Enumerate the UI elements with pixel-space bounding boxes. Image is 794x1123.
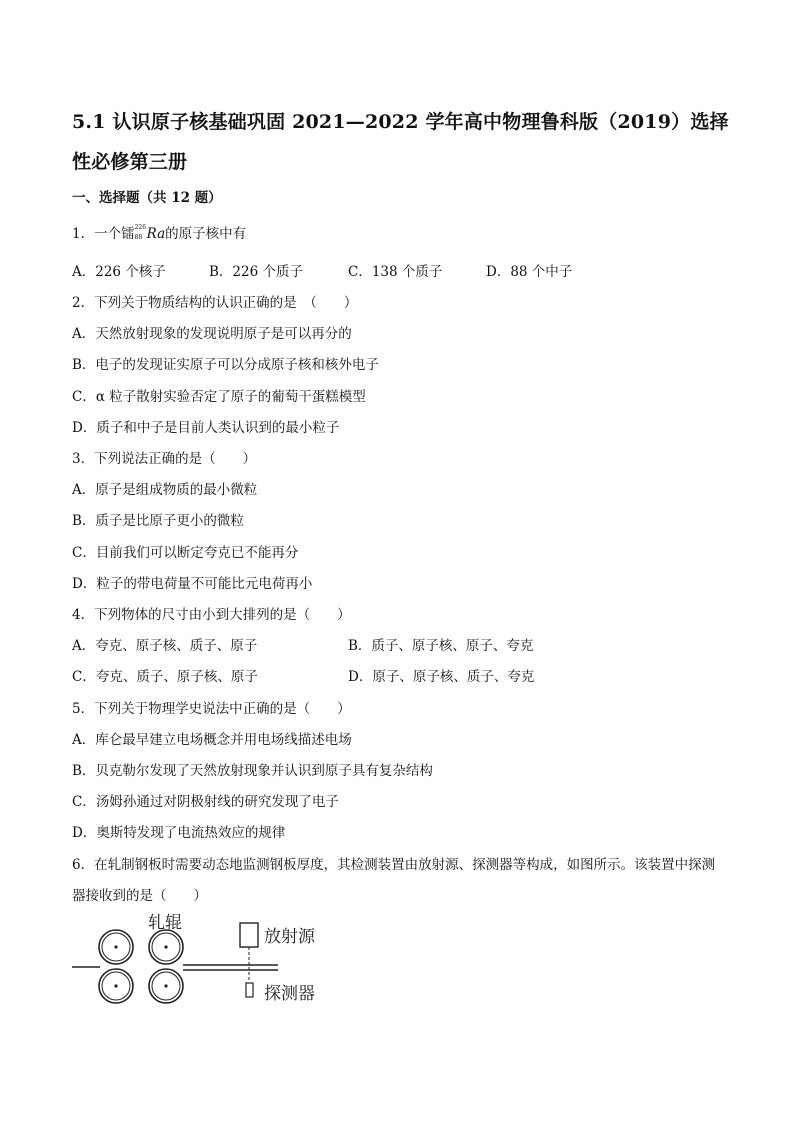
section-heading: 一、选择题（共 12 题）	[72, 190, 222, 206]
question-5-stem: 5．下列关于物理学史说法中正确的是（ ）	[72, 701, 351, 717]
question-3-stem: 3．下列说法正确的是（ ）	[72, 451, 257, 467]
roller-axle	[164, 984, 167, 987]
q1-option-b: B．226 个质子	[209, 264, 303, 280]
question-4-stem: 4．下列物体的尺寸由小到大排列的是（ ）	[72, 607, 351, 623]
q5-option-c: C．汤姆孙通过对阴极射线的研究发现了电子	[72, 794, 339, 810]
question-1-prefix: 1．一个镭	[72, 226, 135, 242]
detector-label: 探测器	[264, 984, 315, 1004]
roller-axle	[164, 945, 167, 948]
q2-option-b: B．电子的发现证实原子可以分成原子核和核外电子	[72, 357, 379, 373]
q2-option-c: C．α 粒子散射实验否定了原子的葡萄干蛋糕模型	[72, 389, 366, 405]
q3-option-b: B．质子是比原子更小的微粒	[72, 513, 244, 529]
radium-isotope	[134, 223, 147, 242]
source-label: 放射源	[264, 927, 315, 947]
q2-option-a: A．天然放射现象的发现说明原子是可以再分的	[72, 326, 352, 342]
isotope-symbol: Ra	[146, 226, 166, 242]
q1-option-c: C．138 个质子	[348, 264, 443, 280]
q5-option-b: B．贝克勒尔发现了天然放射现象并认识到原子具有复杂结构	[72, 763, 433, 779]
q1-option-d: D．88 个中子	[486, 264, 573, 280]
question-1-stem	[72, 222, 246, 242]
roller-axle	[114, 945, 117, 948]
roller-pair-right	[149, 930, 183, 1003]
question-6-stem: 6．在轧制钢板时需要动态地监测钢板厚度，其检测装置由放射源、探测器等构成，如图所示。该装置中探测器接收到的是（ ）	[72, 857, 716, 904]
steel-rolling-figure	[70, 910, 350, 1006]
q3-option-c: C．目前我们可以断定夸克已不能再分	[72, 545, 299, 561]
q5-option-d: D．奥斯特发现了电流热效应的规律	[72, 825, 286, 841]
q5-option-a: A．库仑最早建立电场概念并用电场线描述电场	[72, 732, 352, 748]
question-2-stem: 2．下列关于物质结构的认识正确的是 （ ）	[72, 295, 358, 311]
roller-label: 轧辊	[148, 913, 182, 933]
q2-option-d: D．质子和中子是目前人类认识到的最小粒子	[72, 420, 340, 436]
q4-option-b: B．质子、原子核、原子、夸克	[348, 638, 534, 654]
roller-pair-left	[99, 930, 133, 1003]
detector-box	[246, 983, 253, 997]
isotope-mass-number: 226	[134, 223, 147, 231]
q3-option-a: A．原子是组成物质的最小微粒	[72, 482, 258, 498]
page-title: 5.1 认识原子核基础巩固 2021—2022 学年高中物理鲁科版（2019）选择性必修第三册	[72, 111, 729, 173]
roller-axle	[114, 984, 117, 987]
question-1-suffix: 的原子核中有	[165, 226, 247, 242]
radiation-source-box	[240, 923, 258, 947]
isotope-atomic-number: 88	[134, 233, 143, 241]
q4-option-a: A．夸克、原子核、质子、原子	[72, 638, 258, 654]
q1-option-a: A．226 个核子	[72, 264, 166, 280]
q4-option-c: C．夸克、质子、原子核、原子	[72, 669, 258, 685]
q3-option-d: D．粒子的带电荷量不可能比元电荷再小	[72, 576, 313, 592]
q4-option-d: D．原子、原子核、质子、夸克	[348, 669, 535, 685]
